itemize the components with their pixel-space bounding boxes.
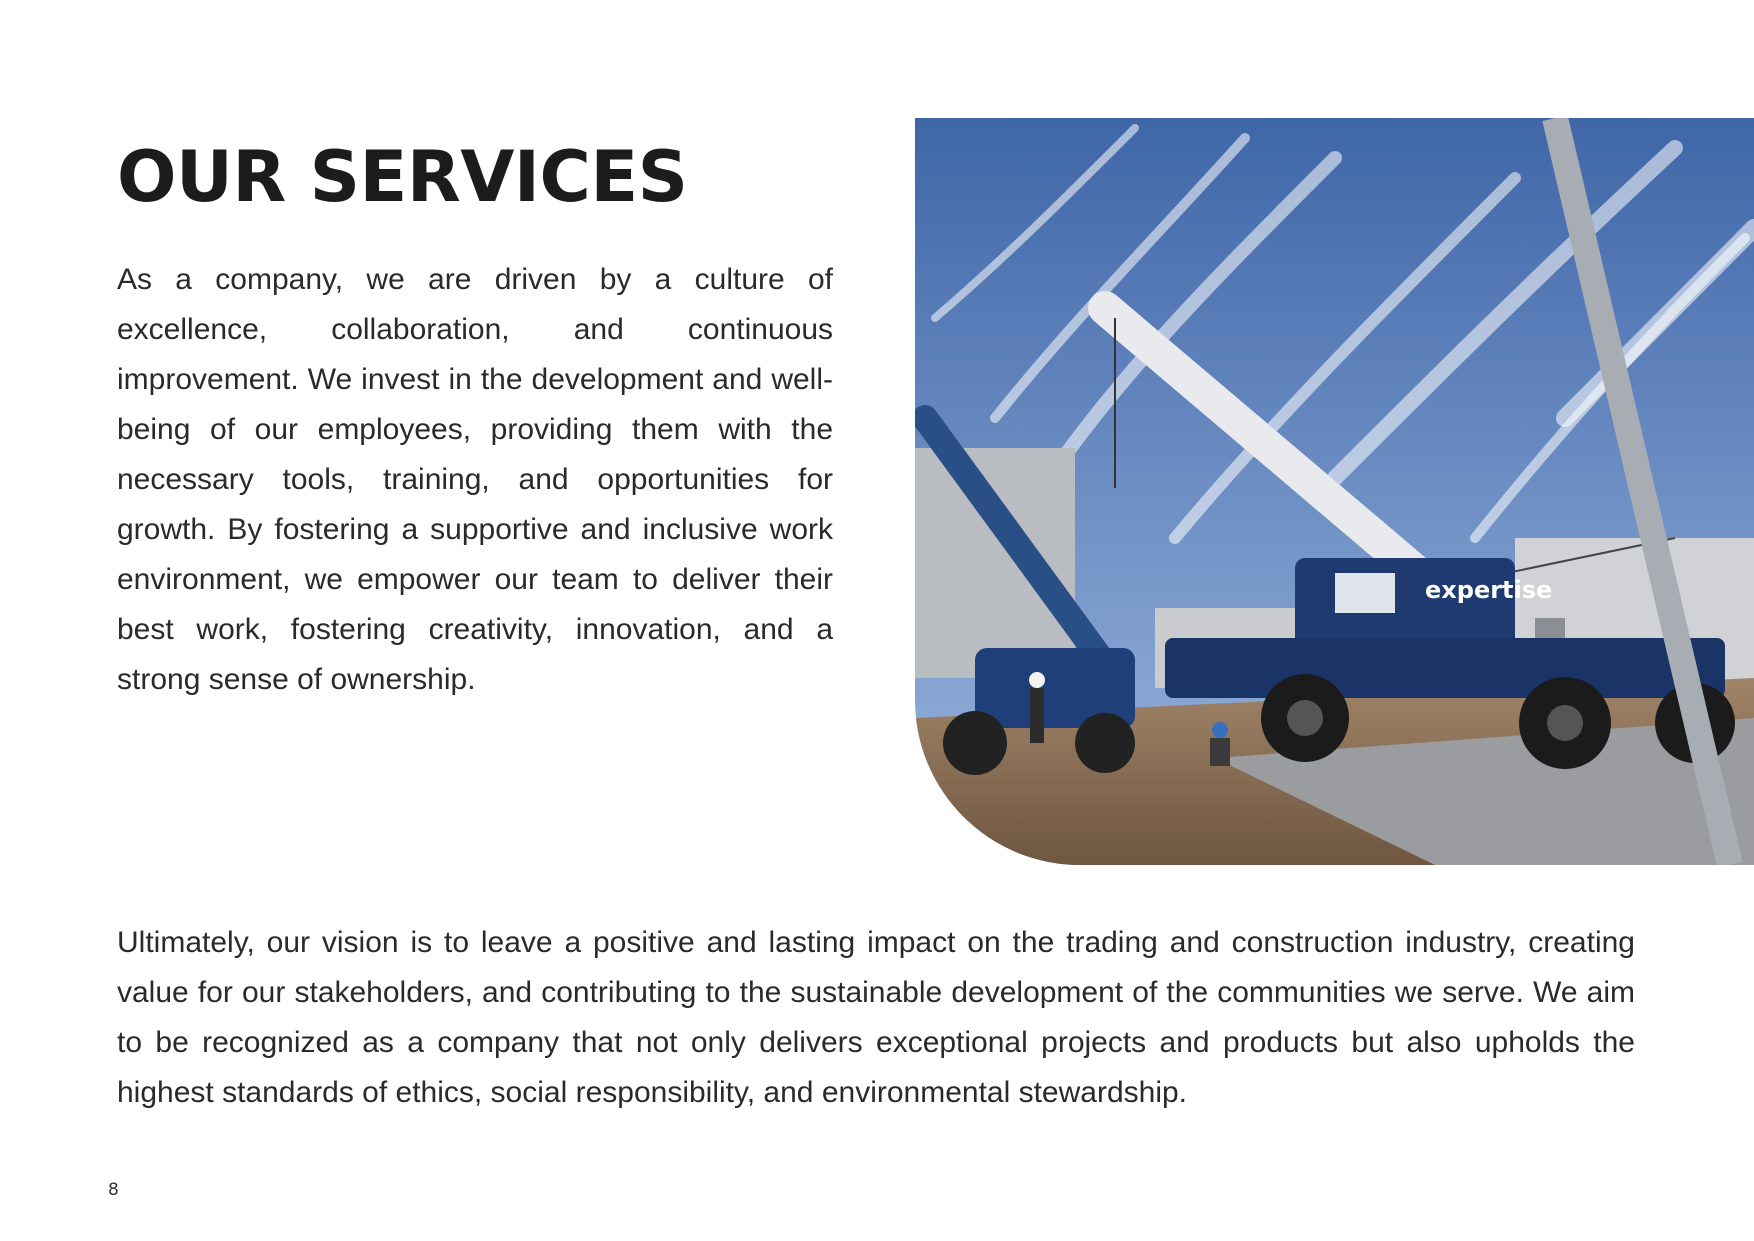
intro-paragraph: As a company, we are driven by a culture of excellence, collaboration, and continuous improvement. We invest in the development and well-being of our employees, providing them with the necessary tools, training, and opportunities for growth. By fostering a supportive and inclusive work environment, we empower our team to deliver their best work, fostering creativity, innovation, and a strong sense of ownership. bbox=[117, 263, 833, 696]
page-title: OUR SERVICES bbox=[117, 136, 688, 218]
vision-paragraph: Ultimately, our vision is to leave a positive and lasting impact on the trading and construction industry, creating value for our stakeholders, and contributing to the sustainable development of the communities we serve. We aim to be recognized as a company that not only delivers exceptional projects and products but also upholds the highest standards of ethics, social responsibility, and environmental stewardship. bbox=[117, 926, 1635, 1109]
crane-brand-label: expertise bbox=[1425, 576, 1553, 604]
construction-site-photo bbox=[915, 118, 1754, 865]
page-number: 8 bbox=[108, 1180, 119, 1200]
